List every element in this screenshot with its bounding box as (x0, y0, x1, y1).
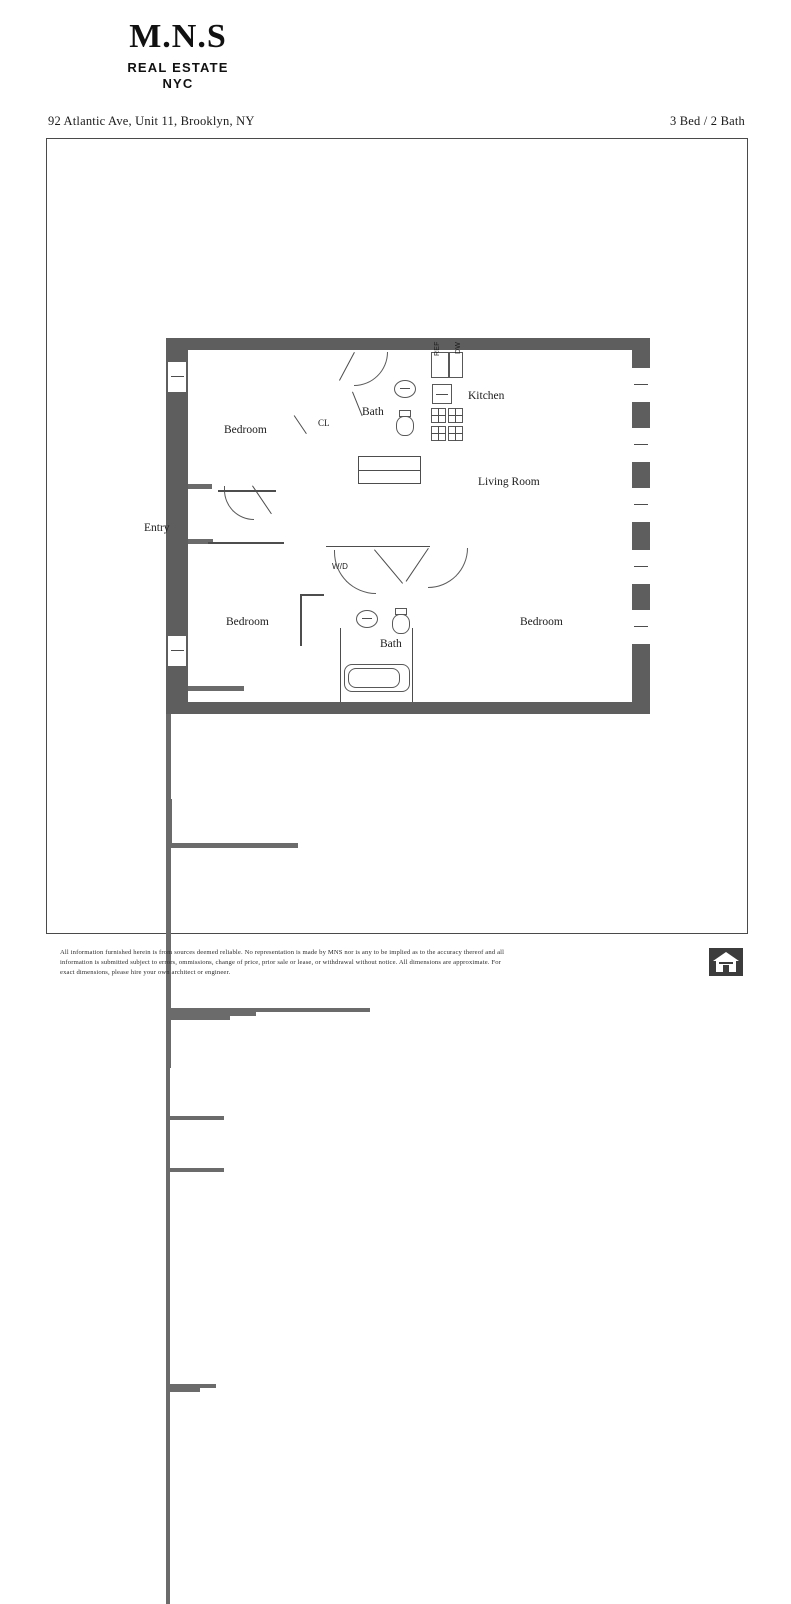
range-burner-6 (438, 426, 439, 441)
wall-entry-divider-line (326, 546, 430, 547)
wall-bath-top-right-b (166, 737, 171, 799)
label-bedroom-top: Bedroom (224, 424, 267, 436)
bath-top-toilet-tank-icon (399, 410, 411, 417)
bath-top-toilet-icon (396, 416, 414, 436)
bath-top-sink-line (400, 388, 410, 389)
hall-detail-line-2 (358, 470, 420, 471)
window-right-1 (632, 368, 650, 402)
bath-bottom-inner-line-l (340, 628, 341, 702)
wall-hall-left (166, 799, 172, 843)
window-right-2-glass (634, 444, 648, 445)
label-entry: Entry (144, 522, 170, 534)
wall-entry-bottom (166, 1016, 230, 1020)
hall-detail-line-4 (358, 456, 359, 484)
kitchen-sink-line (436, 394, 448, 395)
door-panel-bedroom-top (339, 352, 355, 381)
wall-bath-bottom-top-b (166, 1388, 200, 1392)
label-closet: CL (318, 418, 330, 428)
wall-bath-bottom-left (166, 1172, 170, 1278)
bath-bottom-toilet-tank-icon (395, 608, 407, 615)
washer-dryer-label: W/D (332, 562, 349, 571)
window-right-3-glass (634, 504, 648, 505)
wall-entry-right-upper (166, 1020, 171, 1042)
entry-closet-line-top (218, 490, 276, 492)
wall-hall-bottom (166, 843, 298, 848)
label-kitchen: Kitchen (468, 390, 505, 402)
brand-name: M.N.S (129, 18, 227, 55)
wall-kitchen-left-top (166, 892, 171, 902)
wall-exterior-bottom (166, 702, 650, 714)
bath-top-sink-icon (394, 380, 416, 398)
door-swing-bath-bottom (334, 550, 376, 594)
bath-bottom-inner-line-r (412, 628, 413, 702)
label-bath-top: Bath (362, 406, 384, 418)
range-burner-8 (455, 426, 456, 441)
window-right-3 (632, 488, 650, 522)
window-left-upper (168, 362, 186, 392)
brand-city: NYC (162, 76, 194, 91)
door-panel-closet (294, 415, 307, 434)
wall-hall-inner-left (166, 848, 171, 892)
hall-detail-line-1 (358, 456, 420, 457)
refrigerator-label: REF (434, 341, 441, 356)
wall-bath-bottom-right (166, 1498, 170, 1604)
wall-bath-bottom-right-inner (166, 1392, 170, 1498)
range-burner-2 (438, 408, 439, 423)
window-right-2 (632, 428, 650, 462)
label-bedroom-bottom-right: Bedroom (520, 616, 563, 628)
disclaimer-text (60, 948, 680, 979)
wall-bath-bottom-left-inner (166, 1278, 170, 1384)
brand-tagline: REAL ESTATE (127, 60, 229, 75)
window-right-4 (632, 550, 650, 584)
disclaimer-line-3: exact dimensions, please hire your own architect or engineer. (60, 969, 231, 977)
equal-housing-opportunity-icon (709, 948, 743, 976)
bath-bottom-sink-line (362, 618, 372, 619)
dishwasher-icon (449, 352, 463, 378)
range-burner-4 (455, 408, 456, 423)
hall-detail-line-5 (420, 456, 421, 484)
window-right-4-glass (634, 566, 648, 567)
wall-wd-right (166, 1120, 170, 1168)
dishwasher-label: DW (455, 341, 462, 354)
hall-detail-line-3 (358, 483, 420, 484)
door-header-bedroom-bottom-left (302, 594, 324, 596)
property-address: 92 Atlantic Ave, Unit 11, Brooklyn, NY (48, 114, 255, 128)
window-right-5-glass (634, 626, 648, 627)
door-panel-bedroom-right (406, 548, 429, 582)
label-bedroom-bottom-left: Bedroom (226, 616, 269, 628)
wall-exterior-top (166, 338, 650, 350)
door-panel-bath-bottom (374, 549, 403, 583)
bathtub-basin-icon (348, 668, 400, 688)
wall-wd-bottom (166, 1168, 224, 1172)
window-left-lower (168, 636, 186, 666)
bath-bottom-sink-icon (356, 610, 378, 628)
door-swing-bedroom-right (428, 548, 468, 588)
wall-entry-right-lower (166, 1042, 171, 1068)
floorplan-drawing (144, 338, 650, 714)
disclaimer-line-1: All information furnished herein is from sources deemed reliable. No representation is made by MNS nor is any to be implied as to the accuracy thereof and all (60, 949, 505, 956)
window-right-5 (632, 610, 650, 644)
door-panel-bedroom-bottom-left (300, 594, 302, 646)
brand-logo (48, 20, 308, 91)
wall-wd-top (166, 1116, 224, 1120)
door-swing-bedroom-top (354, 352, 388, 386)
label-bath-bottom: Bath (380, 638, 402, 650)
entry-closet-line-bottom (208, 542, 284, 544)
disclaimer-line-2: information is submitted subject to errors, ommissions, change of price, prior sale or lease, or withdrawal without notice. All dimensions are approximate. For (60, 959, 501, 967)
wall-wd-left (166, 1068, 170, 1116)
bath-bottom-toilet-icon (392, 614, 410, 634)
window-left-upper-glass (171, 376, 184, 377)
label-living-room: Living Room (478, 476, 540, 488)
window-left-lower-glass (171, 650, 184, 651)
window-right-1-glass (634, 384, 648, 385)
bed-bath-count: 3 Bed / 2 Bath (669, 114, 745, 128)
